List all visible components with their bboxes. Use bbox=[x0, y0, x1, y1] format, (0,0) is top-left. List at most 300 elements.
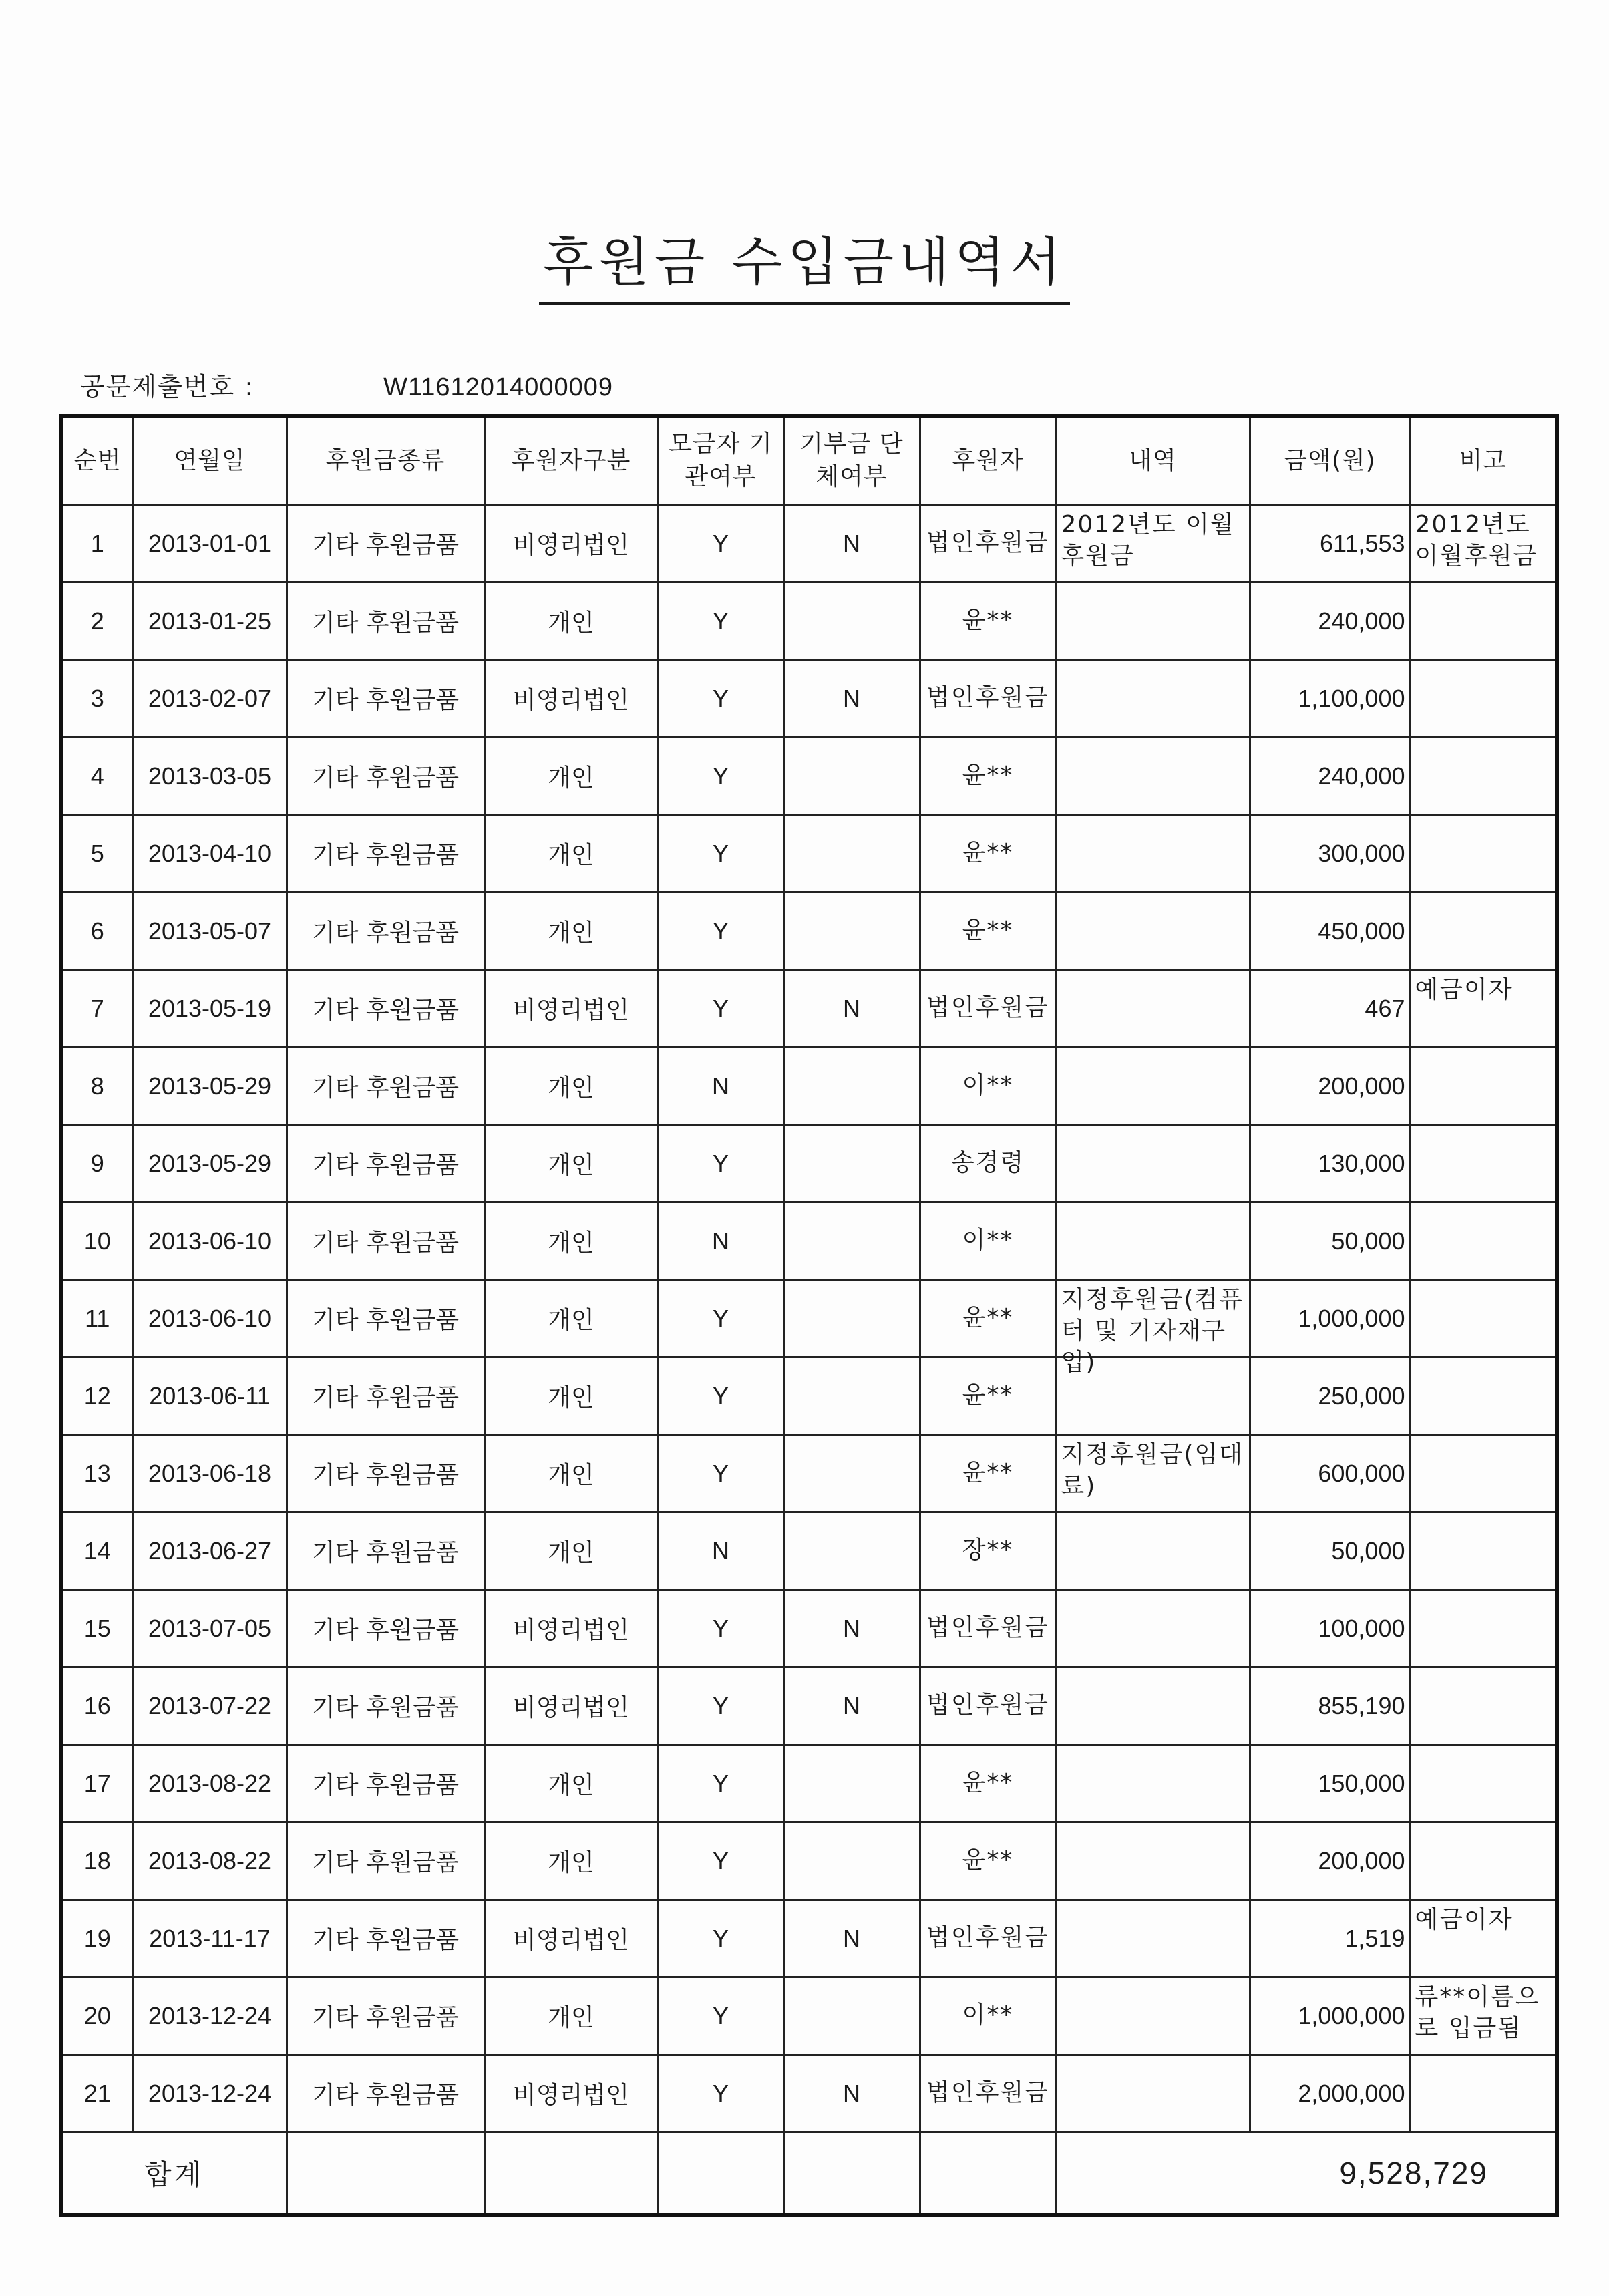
cell-date bbox=[133, 1435, 287, 1512]
cell-no bbox=[61, 583, 133, 660]
cell-type bbox=[287, 1822, 484, 1900]
cell-donation-org-text: N bbox=[843, 529, 860, 557]
cell-amount bbox=[1250, 1202, 1410, 1280]
cell-amount bbox=[1250, 737, 1410, 815]
cell-category-text: 개인 bbox=[548, 1074, 594, 1102]
cell-date bbox=[133, 1745, 287, 1822]
cell-amount-text: 240,000 bbox=[1318, 762, 1405, 790]
cell-amount-text: 240,000 bbox=[1318, 607, 1405, 635]
cell-no bbox=[61, 892, 133, 970]
cell-fund-org bbox=[658, 505, 783, 583]
cell-amount bbox=[1250, 815, 1410, 892]
cell-donor-text: 법인후원금 bbox=[926, 1691, 1049, 1719]
document-title bbox=[0, 220, 1609, 305]
cell-no bbox=[61, 2055, 133, 2132]
cell-amount-text: 467 bbox=[1365, 994, 1405, 1022]
cell-no-text: 13 bbox=[83, 1459, 111, 1487]
cell-category-text: 개인 bbox=[548, 1849, 594, 1876]
cell-type bbox=[287, 1900, 484, 1977]
cell-type-text: 기타 후원금품 bbox=[311, 1384, 460, 1412]
cell-note-text: 2012년도 이월후원금 bbox=[1415, 511, 1538, 570]
cell-category-text: 개인 bbox=[548, 1772, 594, 1799]
cell-category bbox=[484, 1900, 658, 1977]
cell-donor-text: 윤** bbox=[962, 1304, 1014, 1332]
cell-note bbox=[1410, 1047, 1557, 1125]
cell-donation-org-text: N bbox=[843, 1924, 860, 1952]
cell-date bbox=[133, 1977, 287, 2055]
column-header-note: 비고 bbox=[1410, 416, 1557, 505]
cell-donation-org-text: N bbox=[843, 994, 860, 1022]
cell-date bbox=[133, 1590, 287, 1667]
cell-amount-text: 50,000 bbox=[1331, 1226, 1405, 1255]
cell-note bbox=[1410, 1435, 1557, 1512]
cell-date bbox=[133, 1125, 287, 1202]
cell-fund-org-text: Y bbox=[712, 2001, 729, 2029]
cell-type bbox=[287, 2055, 484, 2132]
cell-no bbox=[61, 1745, 133, 1822]
cell-no-text: 8 bbox=[90, 1072, 104, 1100]
table-row bbox=[61, 1900, 1557, 1977]
cell-donor bbox=[920, 1745, 1056, 1822]
cell-date-text: 2013-02-07 bbox=[148, 684, 272, 712]
cell-category-text: 개인 bbox=[548, 842, 594, 869]
cell-fund-org bbox=[658, 970, 783, 1047]
cell-donor bbox=[920, 1900, 1056, 1977]
cell-type bbox=[287, 970, 484, 1047]
cell-detail bbox=[1056, 970, 1250, 1047]
cell-no-text: 6 bbox=[90, 917, 104, 945]
cell-donor bbox=[920, 1590, 1056, 1667]
cell-detail bbox=[1056, 1202, 1250, 1280]
cell-type bbox=[287, 1745, 484, 1822]
cell-no bbox=[61, 1667, 133, 1745]
table-body bbox=[61, 505, 1557, 2132]
cell-donation-org bbox=[783, 1590, 920, 1667]
cell-category-text: 비영리법인 bbox=[513, 2082, 629, 2109]
cell-donation-org bbox=[783, 1435, 920, 1512]
table-row bbox=[61, 1435, 1557, 1512]
cell-fund-org bbox=[658, 1280, 783, 1357]
cell-donor bbox=[920, 1280, 1056, 1357]
cell-fund-org bbox=[658, 1900, 783, 1977]
cell-no-text: 20 bbox=[83, 2001, 111, 2029]
cell-amount bbox=[1250, 1047, 1410, 1125]
cell-donation-org bbox=[783, 970, 920, 1047]
cell-type-text: 기타 후원금품 bbox=[311, 609, 460, 637]
cell-donor bbox=[920, 1202, 1056, 1280]
cell-type bbox=[287, 892, 484, 970]
cell-donation-org bbox=[783, 1745, 920, 1822]
cell-category bbox=[484, 1047, 658, 1125]
cell-type-text: 기타 후원금품 bbox=[311, 842, 460, 869]
cell-type bbox=[287, 1977, 484, 2055]
table-row bbox=[61, 583, 1557, 660]
cell-date-text: 2013-05-29 bbox=[148, 1072, 272, 1100]
cell-date bbox=[133, 815, 287, 892]
table-row bbox=[61, 1047, 1557, 1125]
cell-fund-org bbox=[658, 1590, 783, 1667]
cell-donor bbox=[920, 583, 1056, 660]
cell-donation-org bbox=[783, 1900, 920, 1977]
cell-amount bbox=[1250, 1512, 1410, 1590]
cell-type-text: 기타 후원금품 bbox=[311, 1694, 460, 1721]
cell-amount bbox=[1250, 1357, 1410, 1435]
table-row bbox=[61, 1512, 1557, 1590]
cell-fund-org-text: Y bbox=[712, 607, 729, 635]
table-row bbox=[61, 1280, 1557, 1357]
cell-note-text: 예금이자 bbox=[1415, 976, 1513, 1003]
cell-detail bbox=[1056, 1900, 1250, 1977]
cell-donation-org bbox=[783, 1280, 920, 1357]
cell-donation-org bbox=[783, 1667, 920, 1745]
cell-date-text: 2013-06-27 bbox=[148, 1536, 272, 1565]
cell-donor bbox=[920, 1435, 1056, 1512]
total-empty-cell bbox=[658, 2132, 783, 2216]
cell-no-text: 21 bbox=[83, 2079, 111, 2107]
column-header-donor: 후원자 bbox=[920, 416, 1056, 505]
cell-date-text: 2013-05-29 bbox=[148, 1149, 272, 1177]
cell-donor bbox=[920, 1125, 1056, 1202]
cell-fund-org-text: Y bbox=[712, 1459, 729, 1487]
cell-date-text: 2013-06-10 bbox=[148, 1226, 272, 1255]
total-row bbox=[61, 2132, 1557, 2216]
cell-no-text: 9 bbox=[90, 1149, 104, 1177]
cell-amount bbox=[1250, 1900, 1410, 1977]
cell-date-text: 2013-05-19 bbox=[148, 994, 272, 1022]
cell-no-text: 14 bbox=[83, 1536, 111, 1565]
cell-category bbox=[484, 1202, 658, 1280]
cell-type-text: 기타 후원금품 bbox=[311, 532, 460, 559]
cell-amount-text: 300,000 bbox=[1318, 839, 1405, 867]
cell-fund-org-text: Y bbox=[712, 917, 729, 945]
cell-no bbox=[61, 1280, 133, 1357]
cell-category bbox=[484, 1667, 658, 1745]
cell-amount-text: 2,000,000 bbox=[1298, 2079, 1405, 2107]
cell-donor-text: 윤** bbox=[962, 839, 1014, 867]
cell-date bbox=[133, 970, 287, 1047]
cell-donor bbox=[920, 1512, 1056, 1590]
cell-note bbox=[1410, 660, 1557, 737]
cell-no-text: 1 bbox=[90, 529, 104, 557]
cell-detail bbox=[1056, 583, 1250, 660]
cell-detail bbox=[1056, 815, 1250, 892]
cell-donor-text: 이** bbox=[962, 1226, 1014, 1255]
cell-detail bbox=[1056, 737, 1250, 815]
cell-detail bbox=[1056, 1822, 1250, 1900]
cell-detail bbox=[1056, 1047, 1250, 1125]
cell-fund-org bbox=[658, 583, 783, 660]
cell-category-text: 개인 bbox=[548, 1384, 594, 1412]
cell-category-text: 개인 bbox=[548, 1307, 594, 1334]
cell-fund-org-text: N bbox=[712, 1226, 729, 1255]
cell-category bbox=[484, 1822, 658, 1900]
cell-amount bbox=[1250, 1745, 1410, 1822]
cell-note bbox=[1410, 815, 1557, 892]
cell-detail bbox=[1056, 660, 1250, 737]
cell-category bbox=[484, 815, 658, 892]
cell-type-text: 기타 후원금품 bbox=[311, 997, 460, 1024]
cell-amount bbox=[1250, 660, 1410, 737]
cell-date bbox=[133, 2055, 287, 2132]
cell-date-text: 2013-08-22 bbox=[148, 1846, 272, 1874]
cell-type bbox=[287, 1125, 484, 1202]
cell-amount-text: 100,000 bbox=[1318, 1614, 1405, 1642]
cell-fund-org-text: Y bbox=[712, 1614, 729, 1642]
cell-detail bbox=[1056, 1590, 1250, 1667]
table-row bbox=[61, 1822, 1557, 1900]
cell-no-text: 2 bbox=[90, 607, 104, 635]
cell-category-text: 개인 bbox=[548, 1152, 594, 1179]
cell-date bbox=[133, 1202, 287, 1280]
cell-no-text: 12 bbox=[83, 1381, 111, 1410]
cell-amount-text: 611,553 bbox=[1320, 529, 1405, 557]
cell-detail bbox=[1056, 505, 1250, 583]
cell-donation-org bbox=[783, 583, 920, 660]
cell-type-text: 기타 후원금품 bbox=[311, 1462, 460, 1489]
cell-note bbox=[1410, 737, 1557, 815]
cell-type-text: 기타 후원금품 bbox=[311, 1074, 460, 1102]
total-amount: 9,528,729 bbox=[1056, 2132, 1557, 2216]
cell-no-text: 16 bbox=[83, 1691, 111, 1719]
cell-type bbox=[287, 1280, 484, 1357]
cell-amount-text: 600,000 bbox=[1318, 1459, 1405, 1487]
cell-donation-org bbox=[783, 505, 920, 583]
cell-donor bbox=[920, 1357, 1056, 1435]
cell-fund-org-text: Y bbox=[712, 994, 729, 1022]
cell-fund-org bbox=[658, 1667, 783, 1745]
cell-donation-org bbox=[783, 1977, 920, 2055]
cell-type-text: 기타 후원금품 bbox=[311, 1307, 460, 1334]
cell-category bbox=[484, 892, 658, 970]
cell-amount bbox=[1250, 583, 1410, 660]
cell-amount-text: 1,100,000 bbox=[1298, 684, 1405, 712]
cell-date bbox=[133, 505, 287, 583]
cell-note bbox=[1410, 505, 1557, 583]
cell-donor-text: 윤** bbox=[962, 762, 1014, 790]
table-row bbox=[61, 1667, 1557, 1745]
table-row bbox=[61, 660, 1557, 737]
cell-type bbox=[287, 1512, 484, 1590]
cell-date-text: 2013-07-22 bbox=[148, 1691, 272, 1719]
cell-category bbox=[484, 1125, 658, 1202]
cell-type bbox=[287, 1202, 484, 1280]
cell-fund-org bbox=[658, 1125, 783, 1202]
cell-donor-text: 법인후원금 bbox=[926, 529, 1049, 557]
cell-fund-org-text: Y bbox=[712, 2079, 729, 2107]
table-row bbox=[61, 1590, 1557, 1667]
cell-category-text: 개인 bbox=[548, 2004, 594, 2031]
cell-no-text: 7 bbox=[90, 994, 104, 1022]
cell-donor-text: 법인후원금 bbox=[926, 1924, 1049, 1952]
cell-fund-org bbox=[658, 1435, 783, 1512]
cell-date bbox=[133, 1900, 287, 1977]
cell-donation-org-text: N bbox=[843, 2079, 860, 2107]
cell-date bbox=[133, 892, 287, 970]
cell-fund-org-text: Y bbox=[712, 1691, 729, 1719]
cell-amount-text: 1,519 bbox=[1345, 1924, 1405, 1952]
total-empty-cell bbox=[287, 2132, 484, 2216]
total-label: 합계 bbox=[61, 2132, 287, 2216]
cell-fund-org-text: N bbox=[712, 1072, 729, 1100]
cell-fund-org-text: Y bbox=[712, 1769, 729, 1797]
cell-amount-text: 1,000,000 bbox=[1298, 1304, 1405, 1332]
cell-amount bbox=[1250, 1435, 1410, 1512]
cell-category bbox=[484, 1590, 658, 1667]
column-header-date: 연월일 bbox=[133, 416, 287, 505]
table-row bbox=[61, 2055, 1557, 2132]
cell-category-text: 비영리법인 bbox=[513, 532, 629, 559]
cell-category-text: 비영리법인 bbox=[513, 1927, 629, 1954]
cell-amount bbox=[1250, 1822, 1410, 1900]
cell-date-text: 2013-08-22 bbox=[148, 1769, 272, 1797]
cell-category bbox=[484, 2055, 658, 2132]
cell-category-text: 개인 bbox=[548, 1539, 594, 1567]
cell-type-text: 기타 후원금품 bbox=[311, 687, 460, 714]
column-header-no: 순번 bbox=[61, 416, 133, 505]
cell-category bbox=[484, 737, 658, 815]
cell-donor-text: 법인후원금 bbox=[926, 2079, 1049, 2107]
column-header-donation-org: 기부금 단체여부 bbox=[783, 416, 920, 505]
cell-category-text: 비영리법인 bbox=[513, 997, 629, 1024]
cell-fund-org-text: Y bbox=[712, 1924, 729, 1952]
cell-date-text: 2013-06-11 bbox=[149, 1381, 271, 1410]
cell-fund-org bbox=[658, 892, 783, 970]
cell-fund-org bbox=[658, 737, 783, 815]
cell-detail bbox=[1056, 1125, 1250, 1202]
table-row bbox=[61, 1745, 1557, 1822]
cell-date-text: 2013-04-10 bbox=[148, 839, 272, 867]
cell-date-text: 2013-11-17 bbox=[149, 1924, 271, 1952]
cell-fund-org bbox=[658, 1977, 783, 2055]
cell-no bbox=[61, 970, 133, 1047]
cell-donation-org bbox=[783, 1125, 920, 1202]
column-header-detail: 내역 bbox=[1056, 416, 1250, 505]
cell-no bbox=[61, 1125, 133, 1202]
cell-no-text: 19 bbox=[83, 1924, 111, 1952]
cell-type bbox=[287, 1435, 484, 1512]
cell-date bbox=[133, 1667, 287, 1745]
cell-donation-org bbox=[783, 815, 920, 892]
cell-type-text: 기타 후원금품 bbox=[311, 1617, 460, 1644]
cell-donor bbox=[920, 815, 1056, 892]
cell-type-text: 기타 후원금품 bbox=[311, 1849, 460, 1876]
cell-note bbox=[1410, 1125, 1557, 1202]
cell-note bbox=[1410, 1822, 1557, 1900]
cell-no bbox=[61, 815, 133, 892]
cell-fund-org bbox=[658, 1512, 783, 1590]
cell-fund-org-text: Y bbox=[712, 839, 729, 867]
cell-note bbox=[1410, 1357, 1557, 1435]
cell-donor bbox=[920, 505, 1056, 583]
cell-type-text: 기타 후원금품 bbox=[311, 919, 460, 947]
cell-detail-text: 지정후원금(컴퓨터 및 기자재구입) bbox=[1061, 1286, 1244, 1376]
cell-date-text: 2013-01-25 bbox=[148, 607, 272, 635]
cell-amount bbox=[1250, 1280, 1410, 1357]
cell-type bbox=[287, 737, 484, 815]
cell-donation-org bbox=[783, 1822, 920, 1900]
cell-donor bbox=[920, 2055, 1056, 2132]
cell-fund-org-text: Y bbox=[712, 529, 729, 557]
cell-donor bbox=[920, 1047, 1056, 1125]
cell-donation-org-text: N bbox=[843, 684, 860, 712]
cell-note bbox=[1410, 1202, 1557, 1280]
cell-no bbox=[61, 660, 133, 737]
cell-detail bbox=[1056, 1745, 1250, 1822]
cell-fund-org bbox=[658, 1047, 783, 1125]
cell-no bbox=[61, 1977, 133, 2055]
table-row bbox=[61, 505, 1557, 583]
cell-no bbox=[61, 1357, 133, 1435]
cell-donor bbox=[920, 970, 1056, 1047]
cell-category-text: 비영리법인 bbox=[513, 1617, 629, 1644]
cell-donation-org bbox=[783, 2055, 920, 2132]
cell-fund-org-text: Y bbox=[712, 762, 729, 790]
column-header-amount: 금액(원) bbox=[1250, 416, 1410, 505]
cell-date bbox=[133, 737, 287, 815]
cell-donor bbox=[920, 1822, 1056, 1900]
cell-date bbox=[133, 583, 287, 660]
cell-donor bbox=[920, 1667, 1056, 1745]
cell-note bbox=[1410, 2055, 1557, 2132]
column-header-type: 후원금종류 bbox=[287, 416, 484, 505]
cell-fund-org bbox=[658, 1202, 783, 1280]
cell-donation-org bbox=[783, 1357, 920, 1435]
cell-no bbox=[61, 1047, 133, 1125]
cell-no bbox=[61, 1590, 133, 1667]
doc-number-label: 공문제출번호 : bbox=[80, 372, 255, 401]
cell-type bbox=[287, 815, 484, 892]
cell-fund-org bbox=[658, 815, 783, 892]
cell-date bbox=[133, 1822, 287, 1900]
cell-note-text: 예금이자 bbox=[1415, 1906, 1513, 1933]
cell-date bbox=[133, 660, 287, 737]
cell-donor bbox=[920, 660, 1056, 737]
cell-donor-text: 이** bbox=[962, 2001, 1014, 2029]
cell-date bbox=[133, 1280, 287, 1357]
table-row bbox=[61, 737, 1557, 815]
cell-note bbox=[1410, 1667, 1557, 1745]
cell-note bbox=[1410, 1512, 1557, 1590]
cell-type bbox=[287, 583, 484, 660]
cell-date bbox=[133, 1047, 287, 1125]
cell-fund-org bbox=[658, 1357, 783, 1435]
cell-type-text: 기타 후원금품 bbox=[311, 1229, 460, 1257]
cell-category-text: 비영리법인 bbox=[513, 687, 629, 714]
cell-type-text: 기타 후원금품 bbox=[311, 1152, 460, 1179]
cell-fund-org-text: Y bbox=[712, 1149, 729, 1177]
cell-no bbox=[61, 1822, 133, 1900]
cell-fund-org-text: Y bbox=[712, 1304, 729, 1332]
cell-amount bbox=[1250, 1667, 1410, 1745]
cell-note bbox=[1410, 1977, 1557, 2055]
cell-no-text: 4 bbox=[90, 762, 104, 790]
cell-no-text: 3 bbox=[90, 684, 104, 712]
cell-category bbox=[484, 505, 658, 583]
cell-date-text: 2013-06-18 bbox=[148, 1459, 272, 1487]
cell-donor-text: 법인후원금 bbox=[926, 994, 1049, 1022]
cell-type-text: 기타 후원금품 bbox=[311, 1539, 460, 1567]
cell-detail bbox=[1056, 1667, 1250, 1745]
cell-fund-org bbox=[658, 660, 783, 737]
total-empty-cell bbox=[920, 2132, 1056, 2216]
cell-type bbox=[287, 660, 484, 737]
cell-fund-org-text: N bbox=[712, 1536, 729, 1565]
cell-fund-org-text: Y bbox=[712, 1381, 729, 1410]
cell-amount bbox=[1250, 1977, 1410, 2055]
table-row bbox=[61, 1357, 1557, 1435]
cell-donation-org-text: N bbox=[843, 1614, 860, 1642]
cell-no-text: 11 bbox=[85, 1304, 110, 1332]
